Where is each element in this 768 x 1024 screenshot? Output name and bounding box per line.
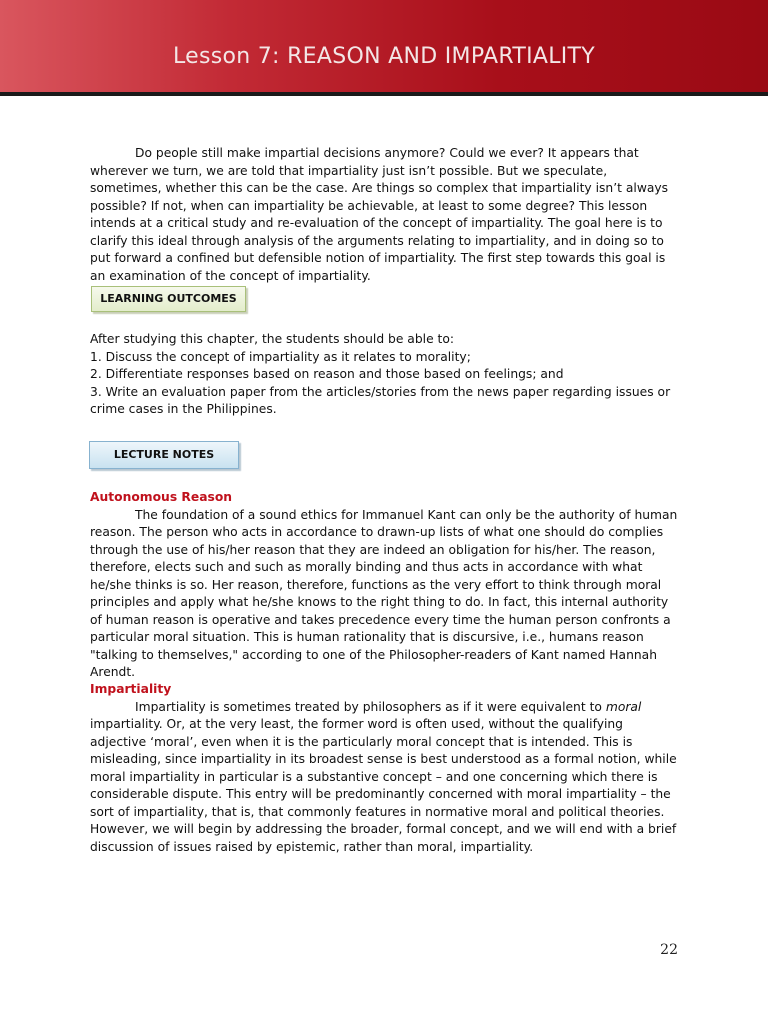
learning-outcome-item-2: 2. Differentiate responses based on reason and those based on feelings; and bbox=[90, 367, 564, 381]
header-divider bbox=[0, 92, 768, 96]
learning-outcomes-button: LEARNING OUTCOMES bbox=[91, 286, 246, 312]
impartiality-heading: Impartiality bbox=[90, 682, 172, 696]
impartiality-body bbox=[90, 699, 680, 857]
learning-outcome-item-1: 1. Discuss the concept of impartiality as it relates to morality; bbox=[90, 349, 471, 364]
learning-outcomes-lead: After studying this chapter, the students should be able to: bbox=[90, 332, 455, 346]
impartiality-body-emphasis: moral bbox=[605, 699, 642, 714]
impartiality-body-start: Impartiality is sometimes treated by philosophers as if it were equivalent to bbox=[135, 699, 606, 714]
impartiality-body-end: impartiality. Or, at the very least, the former word is often used, without the qualifying adjective ‘moral’, even when it is the particularly moral concept that is intended. This is misleading, since impartiality in its broadest sense is best understood as a formal notion, while moral impartiality in particular is a substantive concept – and one concerning which there is considerable dispute. This entry will be predominantly concerned with moral impartiality – the sort of impartiality, that is, that commonly features in normative moral and political theories. However, we will begin by addressing the broader, formal concept, and we will end with a brief discussion of issues raised by epistemic, rather than moral, impartiality. bbox=[90, 717, 677, 854]
lecture-notes-button: LECTURE NOTES bbox=[89, 441, 239, 469]
header-banner bbox=[0, 0, 768, 92]
lesson-title: Lesson 7: REASON AND IMPARTIALITY bbox=[172, 44, 596, 69]
intro-section bbox=[90, 145, 680, 285]
learning-outcome-item-3: 3. Write an evaluation paper from the articles/stories from the news paper regarding issues or crime cases in the Philippines. bbox=[90, 384, 671, 416]
impartiality-section bbox=[90, 681, 680, 856]
learning-outcomes-section bbox=[90, 331, 680, 419]
autonomous-reason-body: The foundation of a sound ethics for Immanuel Kant can only be the authority of human reason. The person who acts in accordance to drawn-up lists of what one should do complies through the use of his/her reason that they are indeed an obligation for his/her. The reason, therefore, elects such and such as morally binding and thus acts in accordance with what he/she thinks is so. Her reason, therefore, functions as the very effort to think through moral principles and apply what he/she knows to the right thing to do. In fact, this internal authority of human reason is operative and takes precedence every time the human person confronts a particular moral situation. This is human rationality that is discursive, i.e., humans reason "talking to themselves," according to one of the Philosopher-readers of Kant named Hannah Arendt. bbox=[90, 507, 678, 679]
autonomous-reason-heading: Autonomous Reason bbox=[90, 490, 233, 504]
page-number: 22 bbox=[660, 942, 678, 958]
intro-paragraph: Do people still make impartial decisions anymore? Could we ever? It appears that wherever we turn, we are told that impartiality just isn’t possible. But we speculate, sometimes, whether this can be the case. Are things so complex that impartiality isn’t always possible? If not, when can impartiality be achievable, at least to some degree? This lesson intends at a critical study and re-evaluation of the concept of impartiality. The goal here is to clarify this ideal through analysis of the arguments relating to impartiality, and in doing so to put forward a confined but defensible notion of impartiality. The first step towards this goal is an examination of the concept of impartiality. bbox=[90, 146, 669, 283]
autonomous-reason-section bbox=[90, 489, 680, 682]
